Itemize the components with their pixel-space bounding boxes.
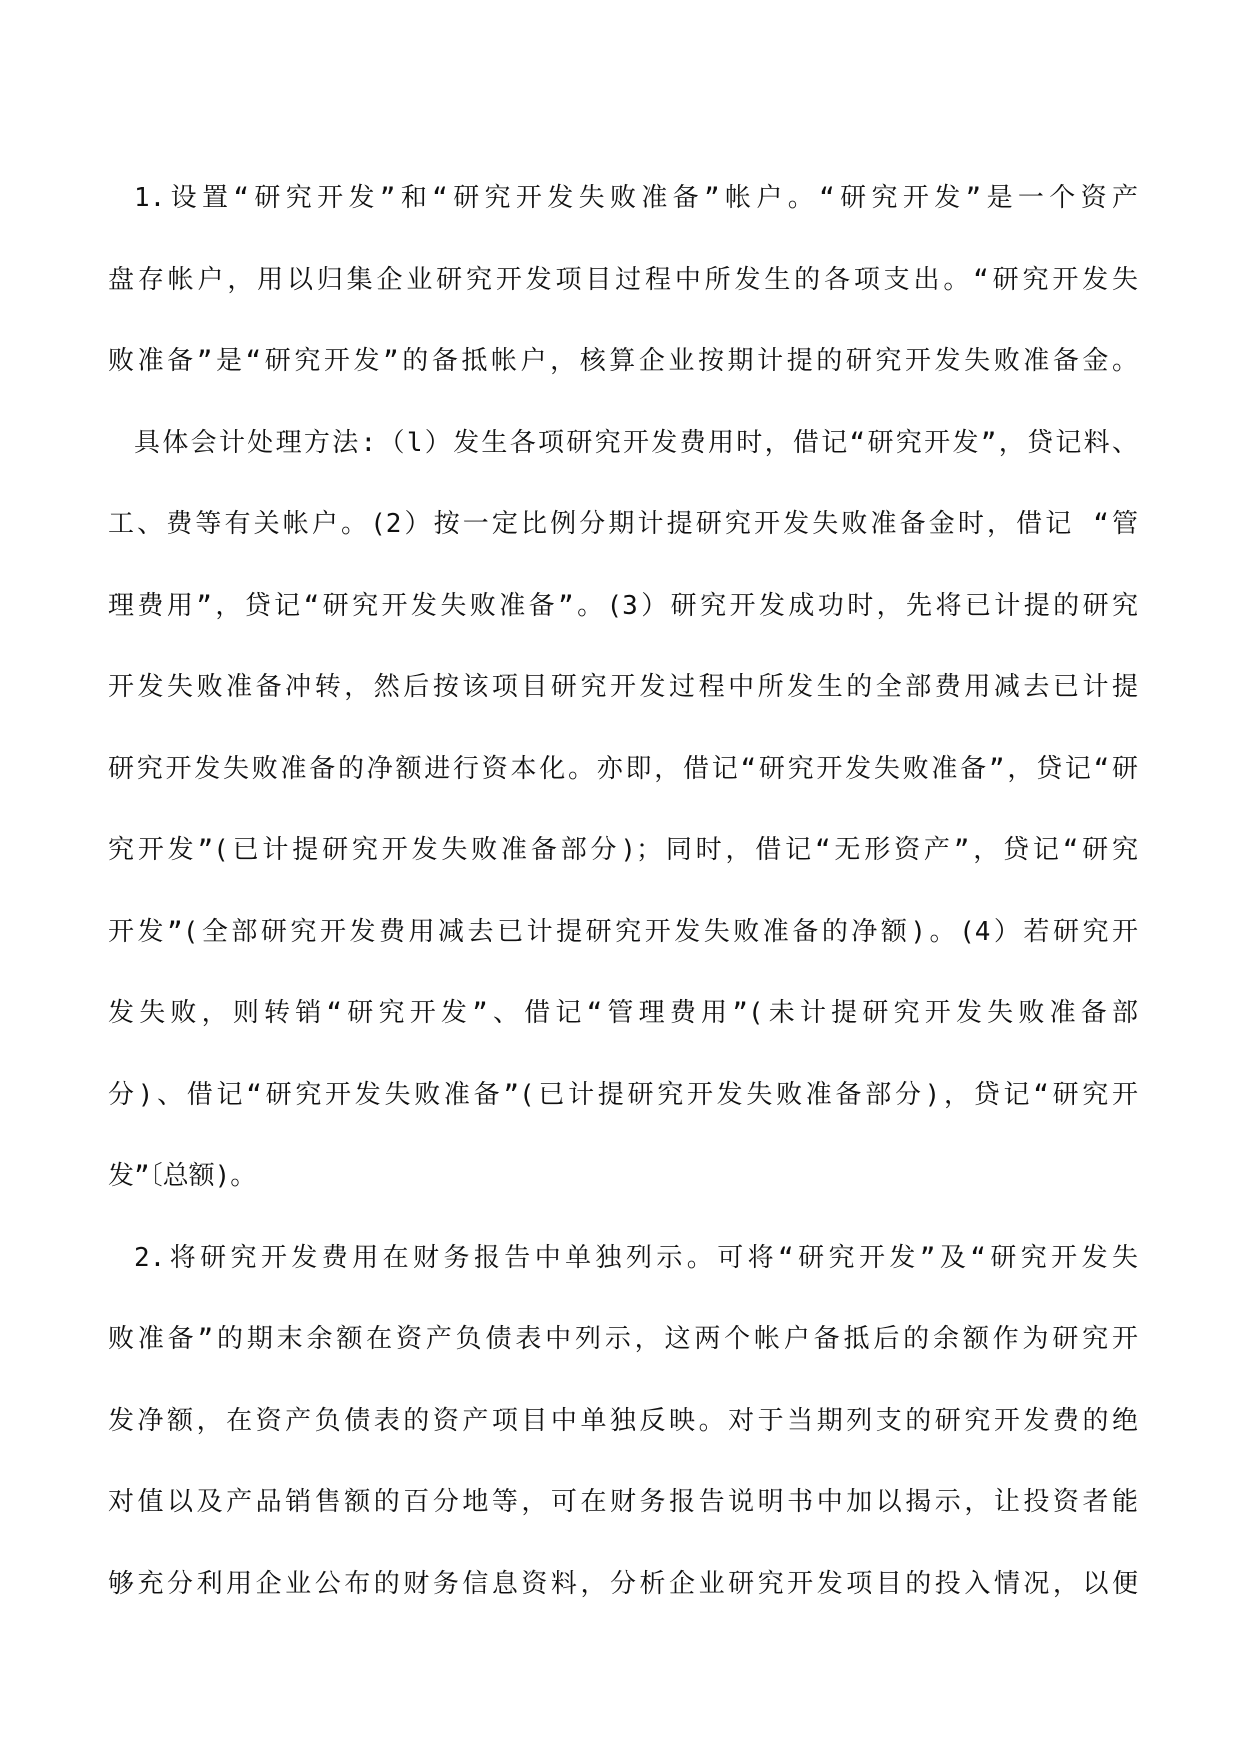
text-line: 盘存帐户，用以归集企业研究开发项目过程中所发生的各项支出。“研究开发失 xyxy=(108,264,1138,295)
text-line: 究开发”(已计提研究开发失败准备部分)；同时，借记“无形资产”，贷记“研究 xyxy=(108,835,1138,865)
text-line: 研究开发失败准备的净额进行资本化。亦即，借记“研究开发失败准备”，贷记“研 xyxy=(108,753,1138,784)
text-line: 1.设置“研究开发”和“研究开发失败准备”帐户。“研究开发”是一个资产 xyxy=(134,183,1138,213)
text-line: 工、费等有关帐户。(2）按一定比例分期计提研究开发失败准备金时，借记 “管 xyxy=(108,509,1138,539)
text-line: 发失败，则转销“研究开发”、借记“管理费用”(未计提研究开发失败准备部 xyxy=(108,998,1138,1028)
text-line: 对值以及产品销售额的百分地等，可在财务报告说明书中加以揭示，让投资者能 xyxy=(108,1487,1138,1517)
text-line: 2.将研究开发费用在财务报告中单独列示。可将“研究开发”及“研究开发失 xyxy=(134,1242,1138,1273)
text-line: 具体会计处理方法:（l）发生各项研究开发费用时，借记“研究开发”，贷记料、 xyxy=(134,427,1138,458)
text-line: 开发”(全部研究开发费用减去已计提研究开发失败准备的净额)。(4）若研究开 xyxy=(108,916,1138,947)
text-line: 发”〔总额)。 xyxy=(108,1161,257,1191)
text-line: 理费用”，贷记“研究开发失败准备”。(3）研究开发成功时，先将已计提的研究 xyxy=(108,590,1138,621)
body-text xyxy=(108,158,1138,1625)
text-line: 发净额，在资产负债表的资产项目中单独反映。对于当期列支的研究开发费的绝 xyxy=(108,1405,1138,1436)
text-line: 分)、借记“研究开发失败准备”(已计提研究开发失败准备部分)，贷记“研究开 xyxy=(108,1079,1138,1110)
text-line: 开发失败准备冲转，然后按该项目研究开发过程中所发生的全部费用减去已计提 xyxy=(108,672,1138,702)
text-line: 够充分利用企业公布的财务信息资料，分析企业研究开发项目的投入情况，以便 xyxy=(108,1568,1138,1599)
text-line: 败准备”是“研究开发”的备抵帐户，核算企业按期计提的研究开发失败准备金。 xyxy=(108,346,1138,376)
text-line: 败准备”的期末余额在资产负债表中列示，这两个帐户备抵后的余额作为研究开 xyxy=(108,1324,1138,1354)
